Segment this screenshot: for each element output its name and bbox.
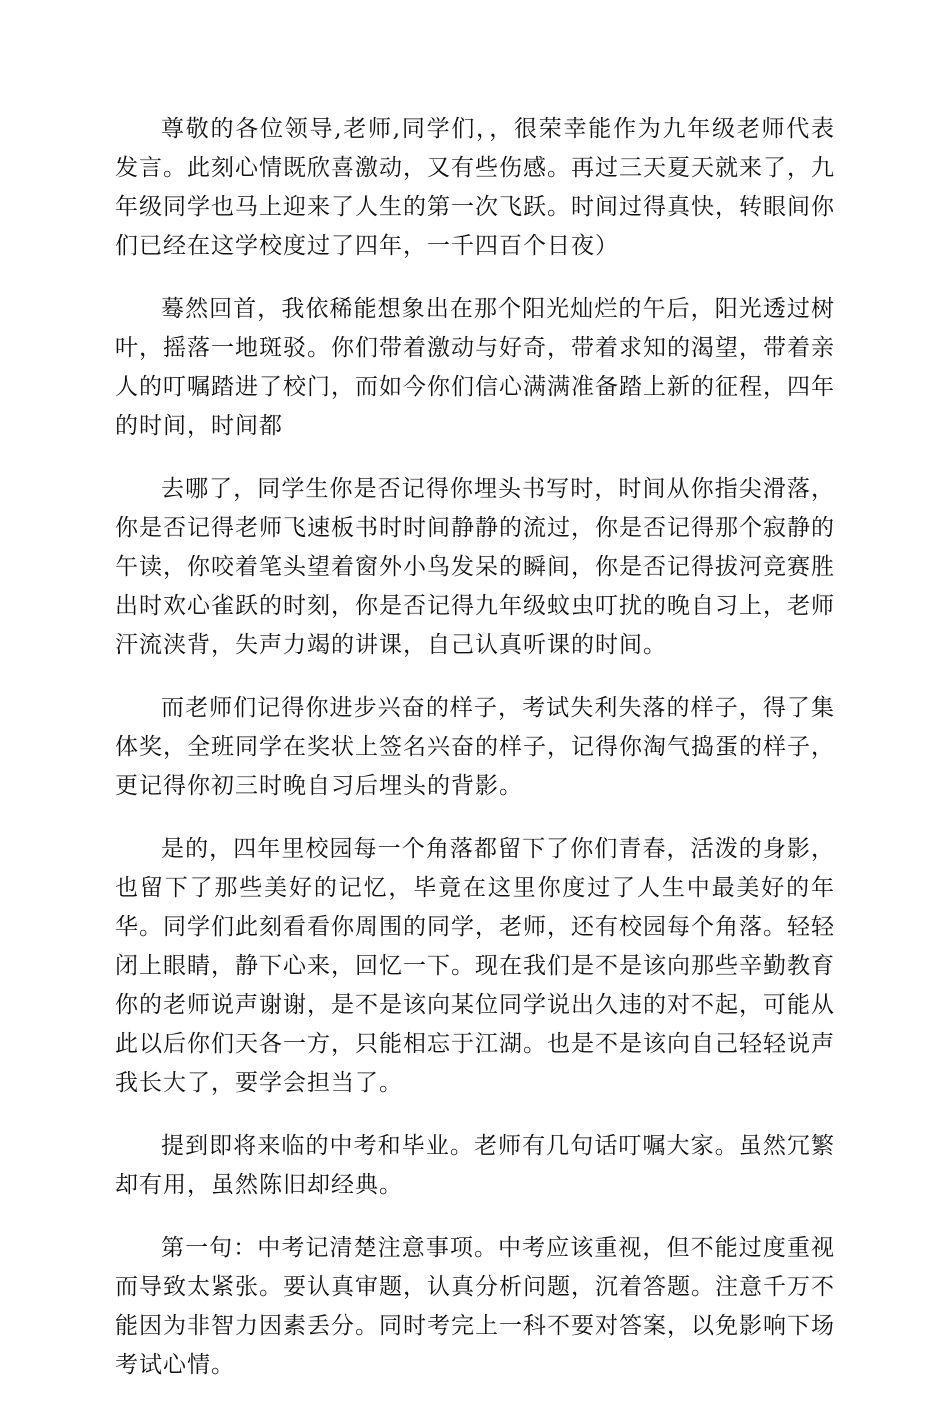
paragraph-6: 提到即将来临的中考和毕业。老师有几句话叮嘱大家。虽然冗繁却有用，虽然陈旧却经典。 xyxy=(115,1133,835,1198)
paragraph-2: 蓦然回首，我依稀能想象出在那个阳光灿烂的午后，阳光透过树叶，摇落一地斑驳。你们带着激动与好奇，带着求知的渴望，带着亲人的叮嘱踏进了校门，而如今你们信心满满准备踏上新的征程，四年的时间，时间都 xyxy=(115,296,835,439)
paragraph-3: 去哪了，同学生你是否记得你埋头书写时，时间从你指尖滑落，你是否记得老师飞速板书时时间静静的流过，你是否记得那个寂静的午读，你咬着笔头望着窗外小鸟发呆的瞬间，你是否记得拔河竞赛胜出时欢心雀跃的时刻，你是否记得九年级蚊虫叮扰的晚自习上，老师汗流浃背，失声力竭的讲课，自己认真听课的时间。 xyxy=(115,476,835,658)
paragraph-4: 而老师们记得你进步兴奋的样子，考试失利失落的样子，得了集体奖，全班同学在奖状上签名兴奋的样子，记得你淘气捣蛋的样子，更记得你初三时晚自习后埋头的背影。 xyxy=(115,695,835,799)
paragraph-1: 尊敬的各位领导,老师,同学们，，很荣幸能作为九年级老师代表发言。此刻心情既欣喜激动，又有些伤感。再过三天夏天就来了，九年级同学也马上迎来了人生的第一次飞跃。时间过得真快，转眼间你们已经在这学校度过了四年，一千四百个日夜） xyxy=(115,116,835,259)
paragraph-5: 是的，四年里校园每一个角落都留下了你们青春，活泼的身影，也留下了那些美好的记忆，毕竟在这里你度过了人生中最美好的年华。同学们此刻看看你周围的同学，老师，还有校园每个角落。轻轻闭上眼睛，静下心来，回忆一下。现在我们是不是该向那些辛勤教育你的老师说声谢谢，是不是该向某位同学说出久违的对不起，可能从此以后你们天各一方，只能相忘于江湖。也是不是该向自己轻轻说声我长大了，要学会担当了。 xyxy=(115,836,835,1096)
document-page xyxy=(115,110,835,1409)
paragraph-7: 第一句：中考记清楚注意事项。中考应该重视，但不能过度重视而导致太紧张。要认真审题，认真分析问题，沉着答题。注意千万不能因为非智力因素丢分。同时考完上一科不要对答案，以免影响下场考试心情。 xyxy=(115,1235,835,1378)
